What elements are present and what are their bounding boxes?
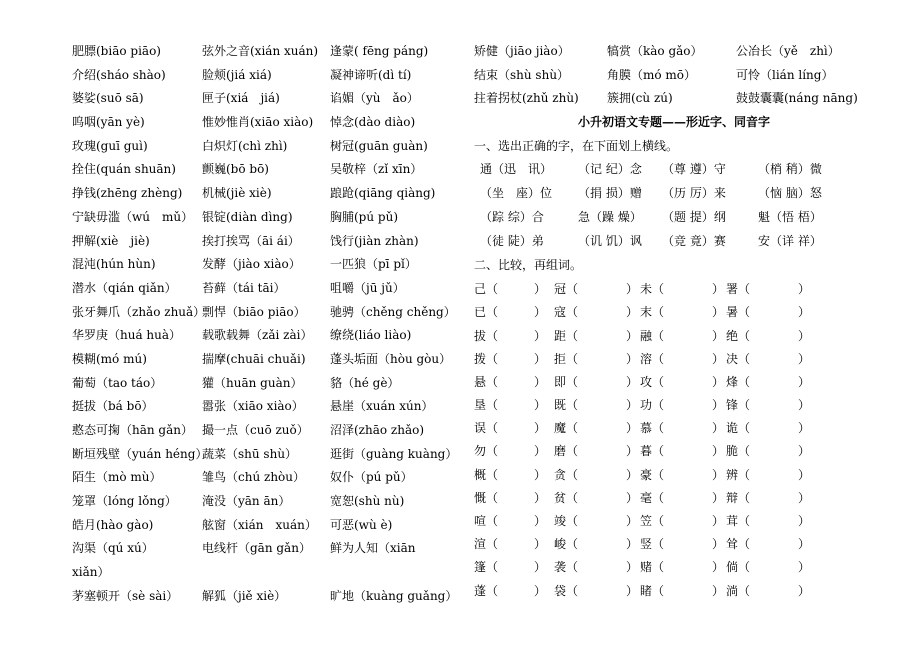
entry-text: 耸（ ） <box>726 537 811 552</box>
pinyin-row <box>72 322 462 346</box>
entry-text: 喧（ ） <box>474 514 547 528</box>
entry-text: 簇拥(cù zú) <box>607 91 673 106</box>
entry-text: 磨（ ） <box>554 444 639 459</box>
entry-text: 嚣张（xiāo xiào） <box>202 399 304 414</box>
entry-text: 倘（ ） <box>726 560 811 575</box>
compare-row <box>474 276 874 299</box>
entry-text: 呜咽(yān yè) <box>72 115 145 130</box>
entry-text: 辩（ ） <box>726 490 811 505</box>
entry-text: 拒（ ） <box>554 351 639 366</box>
right-column <box>474 38 874 601</box>
entry-text: 模糊(mó mú) <box>72 351 147 366</box>
entry-text: 奴仆（pú pǔ） <box>330 470 413 485</box>
entry-text: 舷窗（xián xuán） <box>202 517 317 532</box>
entry-text: 旷地（kuàng guǎng） <box>330 588 458 603</box>
entry-text: （坐 座）位 <box>480 186 553 201</box>
entry-text: 悼念(dào diào) <box>330 115 416 130</box>
entry-text: 电线杆（gān gǎn） <box>202 541 311 556</box>
entry-text: 挣钱(zhēng zhèng) <box>72 186 183 201</box>
entry-text: 挨打挨骂（āi ái） <box>202 233 300 248</box>
pinyin-row <box>72 251 462 275</box>
entry-text: 误（ ） <box>474 421 547 436</box>
left-column <box>72 38 462 607</box>
entry-text: 峻（ ） <box>554 537 639 552</box>
entry-text: 结束（shù shù） <box>474 67 570 82</box>
compare-row <box>474 392 874 415</box>
entry-text: 矫健（jiāo jiào） <box>474 44 570 58</box>
compare-row <box>474 415 874 438</box>
entry-text: 断垣残壁（yuán héng） <box>72 446 208 461</box>
compare-row <box>474 323 874 346</box>
entry-text: 垦（ ） <box>474 398 547 413</box>
pinyin-row <box>474 62 874 86</box>
entry-text: 凝神谛听(dì tí) <box>330 67 412 82</box>
entry-text: 篷（ ） <box>474 560 547 575</box>
entry-text: 睹（ ） <box>640 583 725 598</box>
entry-text: xiǎn） <box>72 565 110 580</box>
pinyin-row <box>72 299 462 323</box>
pinyin-row <box>72 85 462 109</box>
entry-text: 已（ ） <box>474 305 547 320</box>
pinyin-row <box>474 38 874 62</box>
entry-text: 拴住(quán shuān) <box>72 162 176 177</box>
section-title: 小升初语文专题——形近字、同音字 <box>577 115 770 130</box>
entry-text: 胸脯(pú pǔ) <box>330 209 398 224</box>
entry-text: 署（ ） <box>726 282 811 297</box>
entry-text: 辨（ ） <box>726 467 811 482</box>
entry-text: 揣摩(chuāi chuǎi) <box>202 351 306 366</box>
pinyin-row <box>72 275 462 299</box>
entry-text: 张牙舞爪（zhǎo zhuǎ） <box>72 304 206 319</box>
pinyin-row <box>72 228 462 252</box>
entry-text: 沼泽(zhāo zhǎo) <box>330 423 425 437</box>
entry-text: （竞 竟）赛 <box>662 234 726 249</box>
entry-text: 魁（悟 梧） <box>758 210 822 225</box>
entry-text: 白炽灯(chì zhì) <box>202 138 288 153</box>
entry-text: 即（ ） <box>554 374 639 389</box>
choice-row <box>474 156 874 180</box>
entry-text: 融（ ） <box>640 328 725 343</box>
entry-text: 蓬头垢面（hòu gòu） <box>330 351 452 366</box>
entry-text: 介绍(sháo shào) <box>72 67 166 82</box>
pinyin-row <box>72 180 462 204</box>
entry-text: 苔藓（tái tāi） <box>202 280 286 295</box>
entry-text: 皓月(hào gào) <box>72 517 154 532</box>
entry-text: 未（ ） <box>640 282 725 297</box>
entry-text: 弦外之音(xián xuán) <box>202 44 319 58</box>
pinyin-row <box>72 512 462 536</box>
pinyin-row <box>474 85 874 109</box>
pinyin-row <box>72 441 462 465</box>
pinyin-row <box>72 464 462 488</box>
entry-text: 拨（ ） <box>474 351 547 366</box>
entry-text: 发酵（jiào xiào） <box>202 257 301 272</box>
entry-text: 吴敬梓（zǐ xīn） <box>330 162 423 177</box>
entry-text: （记 纪）念 <box>578 162 642 177</box>
pinyin-row <box>72 38 462 62</box>
entry-text: 勿（ ） <box>474 444 547 459</box>
compare-row <box>474 531 874 554</box>
pinyin-list-continued <box>474 38 874 109</box>
pinyin-row <box>72 346 462 370</box>
entry-text: 逢蒙( fēng páng) <box>330 44 429 58</box>
entry-text: （梢 稍）微 <box>758 162 822 177</box>
entry-text: （徒 陡）弟 <box>480 234 544 249</box>
entry-text: 烽（ ） <box>726 374 811 389</box>
choose-correct-characters <box>474 156 874 252</box>
pinyin-row <box>72 559 462 583</box>
compare-row <box>474 462 874 485</box>
entry-text: 脸颊(jiá xiá) <box>202 67 272 82</box>
pinyin-row <box>72 417 462 441</box>
entry-text: （历 厉）来 <box>662 186 726 201</box>
entry-text: 獾（huān guàn） <box>202 375 303 390</box>
entry-text: 竖（ ） <box>640 537 725 552</box>
entry-text: 急（躁 燥） <box>578 210 642 225</box>
entry-text: 茅塞顿开（sè sài） <box>72 588 179 603</box>
entry-text: 葡萄（tao táo） <box>72 375 163 390</box>
entry-text: 诡（ ） <box>726 421 811 436</box>
entry-text: 角膜（mó mō） <box>607 67 697 82</box>
entry-text: 憨态可掬（hān gǎn） <box>72 423 193 437</box>
entry-text: 匣子(xiá jiá) <box>202 91 280 106</box>
entry-text: 咀嚼（jū jǔ） <box>330 280 405 295</box>
entry-text: 华罗庚（huá huà） <box>72 328 182 343</box>
entry-text: 宽恕(shù nù) <box>330 494 405 509</box>
entry-text: 犒赏（kào gǎo） <box>607 44 703 58</box>
pinyin-row <box>72 370 462 394</box>
entry-text: 锋（ ） <box>726 398 811 413</box>
compare-and-form-words <box>474 276 874 601</box>
entry-text: 公冶长（yě zhì） <box>736 44 840 58</box>
compare-row <box>474 346 874 369</box>
entry-text: 末（ ） <box>640 305 725 320</box>
entry-text: 一匹狼（pī pǐ） <box>330 257 417 272</box>
question-one: 一、选出正确的字，在下面划上横线。 <box>474 138 679 153</box>
entry-text: （题 提）纲 <box>662 210 726 225</box>
pinyin-row <box>72 62 462 86</box>
entry-text: 颤巍(bō bō) <box>202 162 269 177</box>
entry-text: 魔（ ） <box>554 421 639 436</box>
entry-text: 鲜为人知（xiān <box>330 541 416 556</box>
pinyin-row <box>72 204 462 228</box>
pinyin-row <box>72 488 462 512</box>
entry-text: 功（ ） <box>640 398 725 413</box>
choice-row <box>474 180 874 204</box>
entry-text: 袋（ ） <box>554 583 639 598</box>
entry-text: 决（ ） <box>726 351 811 366</box>
entry-text: 寇（ ） <box>554 305 639 320</box>
entry-text: 暮（ ） <box>640 444 725 459</box>
entry-text: 押解(xiè jiè) <box>72 233 150 248</box>
entry-text: 安（详 祥） <box>758 234 822 249</box>
entry-text: 竣（ ） <box>554 514 639 528</box>
pinyin-row <box>72 109 462 133</box>
entry-text: 谄媚（yù ǎo） <box>330 91 419 106</box>
entry-text: 慨（ ） <box>474 490 547 505</box>
entry-text: 脆（ ） <box>726 444 811 459</box>
entry-text: 绝（ ） <box>726 328 811 343</box>
entry-text: （踪 综）合 <box>480 210 544 225</box>
compare-row <box>474 438 874 461</box>
entry-text: 既（ ） <box>554 398 639 413</box>
entry-text: 驰骋（chěng chěng） <box>330 304 456 319</box>
entry-text: 陌生（mò mù） <box>72 470 162 485</box>
entry-text: 缭绕(liáo liào) <box>330 328 412 343</box>
entry-text: 贪（ ） <box>554 467 639 482</box>
entry-text: 拔（ ） <box>474 328 547 343</box>
pinyin-row <box>72 583 462 607</box>
entry-text: 踉跄(qiāng qiàng) <box>330 186 436 201</box>
entry-text: 己（ ） <box>474 282 547 297</box>
entry-text: 可恶(wù è) <box>330 517 393 532</box>
pinyin-row <box>72 133 462 157</box>
entry-text: 悬（ ） <box>474 374 547 389</box>
entry-text: 潜水（qián qiǎn） <box>72 280 177 295</box>
entry-text: 鼓鼓囊囊(náng nāng) <box>736 91 858 106</box>
entry-text: 宁缺毋滥（wú mǔ） <box>72 209 194 224</box>
entry-text: 挺拔（bá bō） <box>72 399 154 414</box>
entry-text: 蔬菜（shū shù） <box>202 446 298 461</box>
compare-row <box>474 369 874 392</box>
entry-text: 机械(jiè xiè) <box>202 186 272 201</box>
question-two: 二、比较，再组词。 <box>474 258 583 273</box>
entry-text: 攻（ ） <box>640 374 725 389</box>
entry-text: 溶（ ） <box>640 351 725 366</box>
compare-row <box>474 485 874 508</box>
entry-text: 貉（hé gè） <box>330 375 400 390</box>
entry-text: 赌（ ） <box>640 560 725 575</box>
entry-text: （恼 脑）怒 <box>758 186 822 201</box>
entry-text: 撮一点（cuō zuǒ） <box>202 423 309 437</box>
entry-text: （讥 饥）讽 <box>578 234 642 249</box>
entry-text: 笠（ ） <box>640 514 725 528</box>
entry-text: 逛街（guàng kuàng） <box>330 446 458 461</box>
entry-text: 冠（ ） <box>554 282 639 297</box>
entry-text: （尊 遵）守 <box>662 162 726 177</box>
entry-text: （捐 损）赠 <box>578 186 642 201</box>
entry-text: 淹没（yān ān） <box>202 494 291 509</box>
entry-text: 婆娑(suō sā) <box>72 91 144 106</box>
entry-text: 可怜（lián líng） <box>736 67 834 82</box>
entry-text: 贫（ ） <box>554 490 639 505</box>
entry-text: 饯行(jiàn zhàn) <box>330 233 419 248</box>
entry-text: 距（ ） <box>554 328 639 343</box>
entry-text: 淌（ ） <box>726 583 811 598</box>
entry-text: 袭（ ） <box>554 560 639 575</box>
entry-text: 豪（ ） <box>640 467 725 482</box>
entry-text: 银锭(diàn dìng) <box>202 209 293 224</box>
compare-row <box>474 578 874 601</box>
entry-text: 玫瑰(guī guì) <box>72 138 148 153</box>
entry-text: 拄着拐杖(zhǔ zhù) <box>474 91 579 106</box>
entry-text: 渲（ ） <box>474 537 547 552</box>
entry-text: 毫（ ） <box>640 490 725 505</box>
entry-text: 雏鸟（chú zhòu） <box>202 470 305 485</box>
entry-text: 蓬（ ） <box>474 583 547 598</box>
entry-text: 解狐（jiě xiè） <box>202 588 287 603</box>
entry-text: 茸（ ） <box>726 514 811 528</box>
compare-row <box>474 299 874 322</box>
entry-text: 载歌载舞（zǎi zài） <box>202 328 313 343</box>
choice-row <box>474 204 874 228</box>
entry-text: 沟渠（qú xú） <box>72 541 154 556</box>
entry-text: 概（ ） <box>474 467 547 482</box>
pinyin-row <box>72 535 462 559</box>
pinyin-row <box>72 156 462 180</box>
entry-text: 肥膘(biāo piāo) <box>72 44 161 58</box>
entry-text: 暑（ ） <box>726 305 811 320</box>
entry-text: 悬崖（xuán xún） <box>330 399 434 414</box>
entry-text: 树冠(guān guàn) <box>330 138 428 153</box>
entry-text: 混沌(hún hùn) <box>72 257 156 272</box>
choice-row <box>474 228 874 252</box>
pinyin-row <box>72 393 462 417</box>
entry-text: 通（迅 讯） <box>480 162 553 177</box>
entry-text: 慕（ ） <box>640 421 725 436</box>
compare-row <box>474 508 874 531</box>
entry-text: 笼罩（lóng lǒng） <box>72 494 177 509</box>
entry-text: 剽悍（biāo piāo） <box>202 304 306 319</box>
compare-row <box>474 554 874 577</box>
entry-text: 惟妙惟肖(xiāo xiào) <box>202 115 314 130</box>
